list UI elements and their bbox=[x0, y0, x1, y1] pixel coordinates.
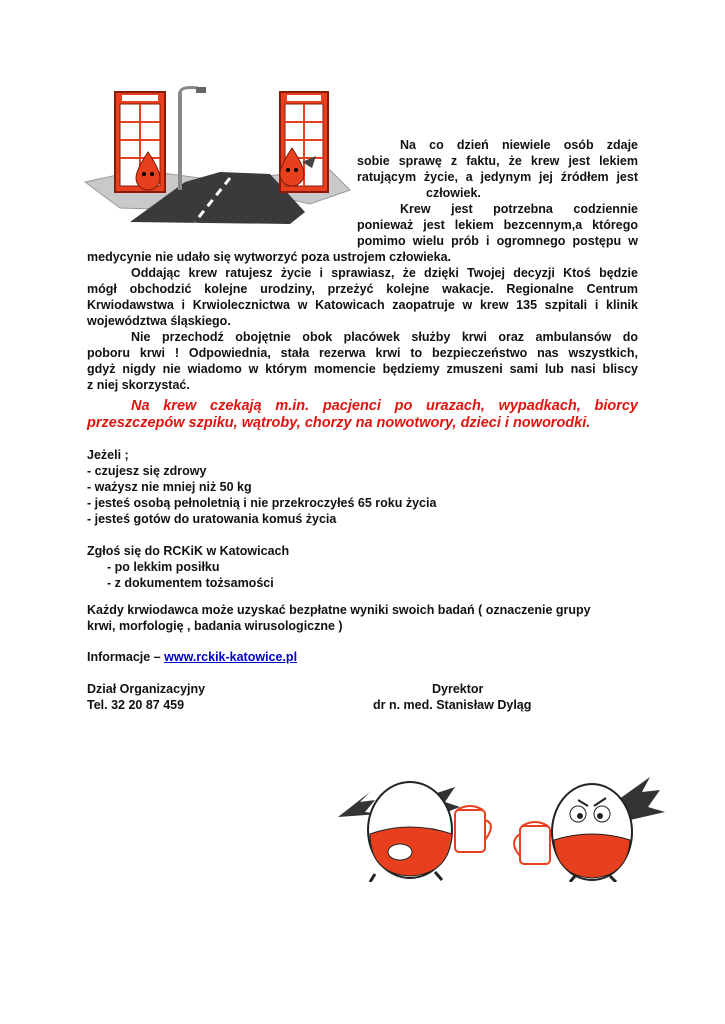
para2-line-4: województwa śląskiego. bbox=[87, 314, 231, 328]
intro-line-3: ratującym życie, a jedynym jej źródłem jest bbox=[357, 170, 638, 184]
para2-line-1: Oddając krew ratujesz życie i sprawiasz, że dzięki Twojej decyzji Ktoś będzie bbox=[131, 266, 638, 280]
para3-line-3: gdyż nigdy nie wiadomo w którym momencie będziemy zmuszeni sami lub nasi bliscy bbox=[87, 362, 638, 376]
intro-line-2: sobie sprawę z faktu, że krew jest lekiem bbox=[357, 154, 638, 168]
street-lamp bbox=[180, 87, 206, 190]
mug-left bbox=[455, 806, 491, 852]
phone-booth-illustration bbox=[80, 82, 360, 227]
mascots-illustration bbox=[330, 762, 670, 882]
intro-line-4: człowiek. bbox=[426, 186, 481, 200]
results-line-2: krwi, morfologię , badania wirusologiczne ) bbox=[87, 619, 343, 633]
para2-line-2: mógł obchodzić kolejne urodziny, przeżyć kolejne wakacje. Regionalne Centrum bbox=[87, 282, 638, 296]
condition-item: - jesteś gotów do uratowania komuś życia bbox=[87, 512, 337, 526]
para3-line-1: Nie przechodź obojętnie obok placówek służby krwi oraz ambulansów do bbox=[131, 330, 638, 344]
department-phone: Tel. 32 20 87 459 bbox=[87, 698, 185, 712]
para3-line-2: poboru krwi ! Odpowiednia, stała rezerwa krwi to bezpieczeństwo nas wszystkich, bbox=[87, 346, 638, 360]
mascot-right bbox=[552, 777, 665, 882]
results-line-1: Każdy krwiodawca może uzyskać bezpłatne wyniki swoich badań ( oznaczenie grupy bbox=[87, 603, 591, 617]
intro-line-1: Na co dzień niewiele osób zdaje bbox=[400, 138, 638, 152]
director-name: dr n. med. Stanisław Dyląg bbox=[373, 698, 532, 712]
highlight-line-1: Na krew czekają m.in. pacjenci po urazach, wypadkach, biorcy bbox=[131, 398, 638, 414]
intro-line-6: ponieważ jest lekiem bezcennym,a którego bbox=[357, 218, 638, 232]
intro-line-7: pomimo wielu prób i ogromnego postępu w bbox=[357, 234, 638, 248]
mascot-left bbox=[338, 782, 460, 882]
department-name: Dział Organizacyjny bbox=[87, 682, 206, 696]
register-heading: Zgłoś się do RCKiK w Katowicach bbox=[87, 544, 290, 558]
director-title: Dyrektor bbox=[432, 682, 484, 696]
info-line bbox=[87, 649, 297, 665]
website-link[interactable]: www.rckik-katowice.pl bbox=[164, 650, 298, 664]
highlight-line-2: przeszczepów szpiku, wątroby, chorzy na nowotwory, dzieci i noworodki. bbox=[87, 415, 591, 431]
register-item: - po lekkim posiłku bbox=[107, 560, 220, 574]
conditions-heading: Jeżeli ; bbox=[87, 448, 129, 462]
info-label: Informacje – bbox=[87, 650, 165, 664]
mug-right bbox=[514, 822, 550, 864]
condition-item: - jesteś osobą pełnoletnią i nie przekroczyłeś 65 roku życia bbox=[87, 496, 437, 510]
condition-item: - czujesz się zdrowy bbox=[87, 464, 207, 478]
para2-line-3: Krwiodawstwa i Krwiolecznictwa w Katowicach zaopatruje w krew 135 szpitali i klinik bbox=[87, 298, 638, 312]
condition-item: - ważysz nie mniej niż 50 kg bbox=[87, 480, 252, 494]
intro-line-5: Krew jest potrzebna codziennie bbox=[400, 202, 638, 216]
para3-line-4: z niej skorzystać. bbox=[87, 378, 190, 392]
register-item: - z dokumentem tożsamości bbox=[107, 576, 274, 590]
intro-line-8: medycynie nie udało się wytworzyć poza ustrojem człowieka. bbox=[87, 250, 452, 264]
